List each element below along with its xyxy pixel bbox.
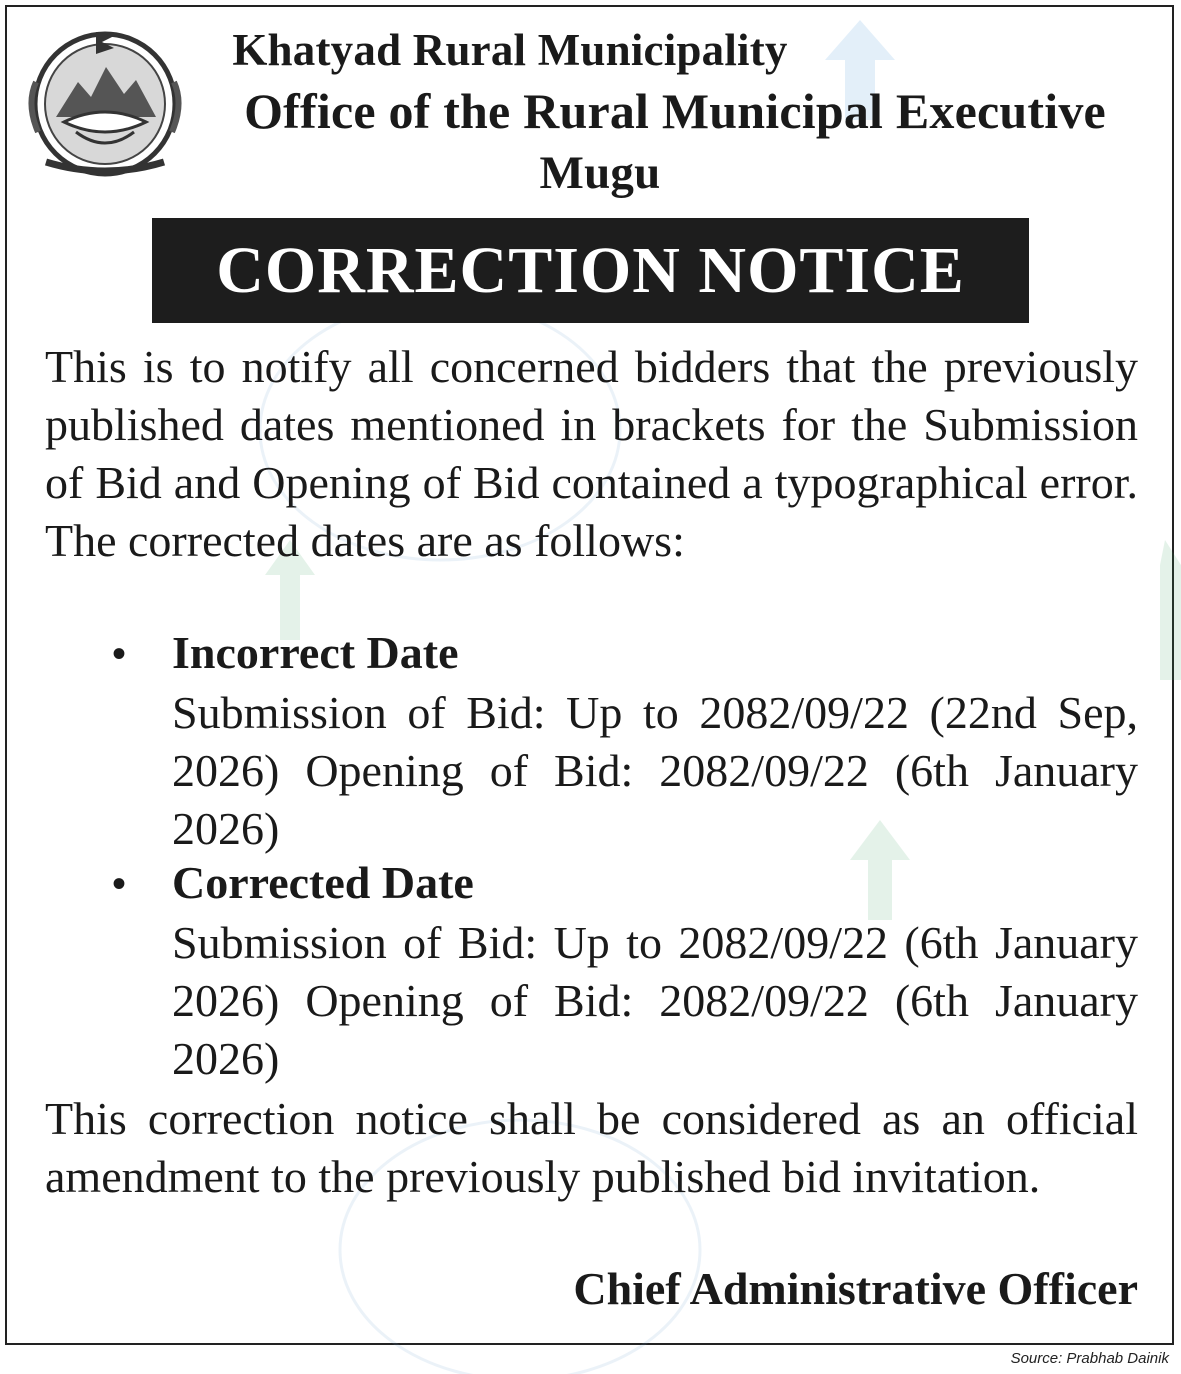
bullet-icon: • [112,631,127,676]
signatory-title: Chief Administrative Officer [573,1263,1138,1314]
district-name: Mugu [539,147,661,199]
corrected-date-details: Submission of Bid: Up to 2082/09/22 (6th January 2026) Opening of Bid: 2082/09/22 (6th January 2026) [172,917,1138,1084]
source-credit: Source: Prabhab Dainik [1010,1350,1169,1367]
incorrect-date-heading: Incorrect Date [172,627,459,678]
office-name: Office of the Rural Municipal Executive [244,83,1106,139]
municipality-name: Khatyad Rural Municipality [232,25,788,75]
closing-paragraph: This correction notice shall be considered as an official amendment to the previously published bid invitation. [45,1093,1138,1202]
incorrect-date-details: Submission of Bid: Up to 2082/09/22 (22nd Sep, 2026) Opening of Bid: 2082/09/22 (6th January 2026) [172,687,1138,854]
intro-paragraph: This is to notify all concerned bidders that the previously published dates mentioned in brackets for the Submission of Bid and Opening of Bid contained a typographical error. The corrected dates are as follows: [45,341,1138,566]
bullet-icon: • [112,861,127,906]
corrected-date-heading: Corrected Date [172,857,474,908]
notice-title-banner [152,218,1029,323]
notice-title: CORRECTION NOTICE [216,233,965,307]
